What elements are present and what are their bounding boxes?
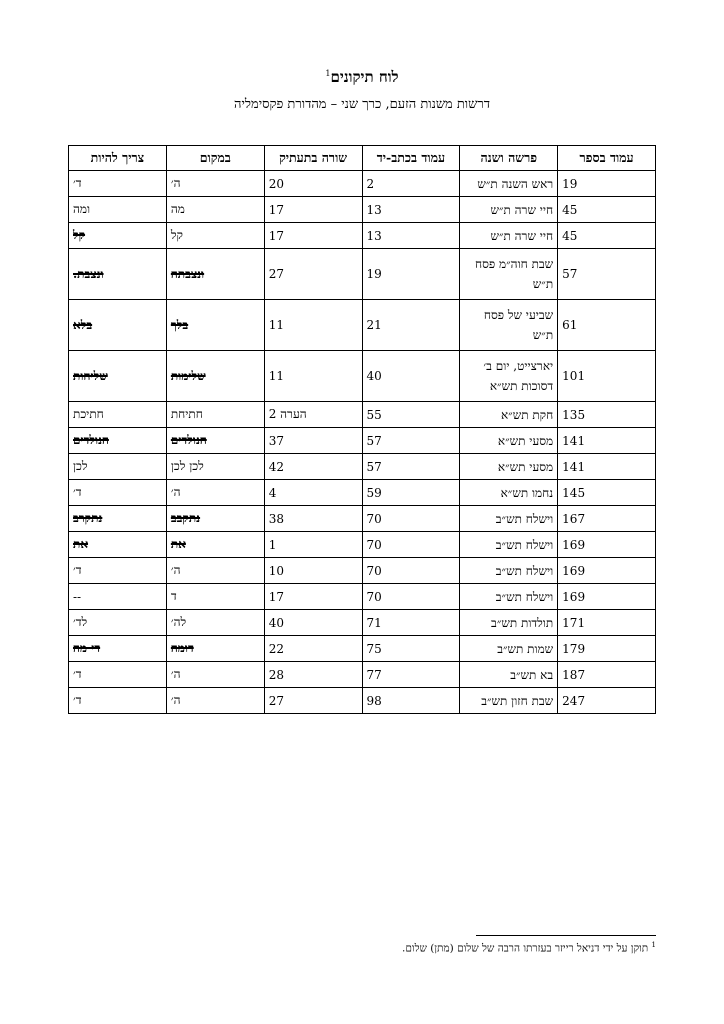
table-row (69, 351, 656, 402)
table-row (69, 428, 656, 454)
cell-transcript-line (264, 351, 362, 402)
cell-manuscript-page (362, 223, 460, 249)
cell-instead-of (166, 197, 264, 223)
cell-manuscript-page-text: 59 (366, 485, 382, 500)
cell-book-page-text: 169 (562, 563, 586, 578)
cell-should-be-text: ד׳ (73, 667, 82, 681)
header-transcript-line: שורה בתעתיק (264, 146, 362, 171)
cell-manuscript-page (362, 480, 460, 506)
cell-book-page-text: 45 (562, 202, 578, 217)
cell-should-be (69, 223, 167, 249)
cell-book-page (558, 351, 656, 402)
cell-should-be (69, 428, 167, 454)
cell-should-be-text: חתיכת (73, 407, 104, 421)
cell-parasha-year-text: וישלח תש״ב (495, 589, 554, 604)
table-row (69, 636, 656, 662)
cell-should-be (69, 351, 167, 402)
cell-parasha-year-text: מסעי תש״א (497, 433, 554, 448)
cell-parasha-year (460, 662, 558, 688)
cell-should-be (69, 171, 167, 197)
cell-transcript-line-text: 27 (268, 693, 284, 708)
cell-book-page (558, 300, 656, 351)
cell-parasha-year-text: יארצייט, יום ב׳ דסוכות תש״א (483, 359, 554, 393)
cell-book-page (558, 197, 656, 223)
cell-parasha-year (460, 532, 558, 558)
cell-instead-of-text: שלימות (170, 368, 206, 383)
cell-manuscript-page (362, 506, 460, 532)
cell-transcript-line (264, 506, 362, 532)
cell-transcript-line-text: 27 (268, 267, 284, 281)
cell-should-be-text: די מה (73, 641, 101, 655)
cell-parasha-year-text: חיי שרה ת״ש (490, 228, 554, 243)
cell-manuscript-page (362, 428, 460, 454)
cell-instead-of-text: מה (170, 202, 185, 216)
cell-parasha-year (460, 428, 558, 454)
table-row (69, 300, 656, 351)
cell-instead-of (166, 610, 264, 636)
table-row (69, 688, 656, 714)
cell-parasha-year-text: תולדות תש״ב (491, 615, 554, 630)
cell-manuscript-page (362, 454, 460, 480)
cell-transcript-line-text: 1 (268, 537, 277, 552)
cell-transcript-line (264, 584, 362, 610)
cell-should-be (69, 558, 167, 584)
cell-transcript-line (264, 454, 362, 480)
table-header-row (69, 146, 656, 171)
cell-should-be (69, 688, 167, 714)
cell-should-be-text: בלא (73, 317, 93, 332)
cell-transcript-line (264, 249, 362, 300)
table-row (69, 454, 656, 480)
cell-book-page-text: 101 (562, 369, 586, 383)
cell-book-page-text: 141 (562, 433, 586, 448)
cell-manuscript-page (362, 636, 460, 662)
cell-manuscript-page-text: 70 (366, 511, 382, 526)
cell-instead-of (166, 249, 264, 300)
cell-book-page-text: 167 (562, 511, 586, 526)
cell-should-be-text: נתקרב (73, 511, 103, 525)
cell-transcript-line-text: 20 (268, 176, 284, 191)
cell-should-be-text: לכן (73, 459, 88, 473)
cell-should-be-text: ד׳ (73, 693, 82, 707)
cell-instead-of-text: לכן לכן (170, 459, 204, 473)
cell-should-be (69, 197, 167, 223)
cell-parasha-year-text: ראש השנה ת״ש (477, 176, 554, 191)
cell-instead-of (166, 688, 264, 714)
cell-book-page (558, 428, 656, 454)
cell-should-be-text: ומה (73, 202, 91, 216)
cell-manuscript-page-text: 55 (366, 407, 382, 422)
cell-book-page (558, 506, 656, 532)
cell-should-be (69, 636, 167, 662)
cell-parasha-year-text: וישלח תש״ב (495, 537, 554, 552)
cell-book-page (558, 171, 656, 197)
table-row (69, 584, 656, 610)
cell-parasha-year-text: וישלח תש״ב (495, 511, 554, 526)
cell-parasha-year-text: חיי שרה ת״ש (490, 202, 554, 217)
cell-instead-of (166, 223, 264, 249)
cell-manuscript-page-text: 19 (366, 267, 382, 281)
cell-parasha-year-text: נחמו תש״א (500, 485, 554, 500)
cell-manuscript-page-text: 70 (366, 589, 382, 604)
cell-parasha-year (460, 223, 558, 249)
page-subtitle: דרשות משנות הזעם, כרך שני – מהדורת פקסימליה (234, 97, 490, 112)
table-row (69, 610, 656, 636)
cell-transcript-line-text: 10 (268, 563, 284, 578)
cell-instead-of-text: ה׳ (170, 176, 181, 190)
header-instead-of: במקום (166, 146, 264, 171)
cell-should-be-text: קל (73, 228, 86, 242)
cell-transcript-line-text: 11 (268, 369, 284, 383)
cell-parasha-year (460, 402, 558, 428)
cell-book-page-text: 187 (562, 667, 586, 682)
cell-parasha-year (460, 480, 558, 506)
cell-should-be-text: ד׳ (73, 563, 82, 577)
cell-parasha-year (460, 584, 558, 610)
cell-instead-of-text: ה׳ (170, 693, 181, 707)
cell-parasha-year-text: שבת חזון תש״ב (481, 693, 554, 708)
cell-instead-of-text: ה׳ (170, 667, 181, 681)
cell-book-page-text: 247 (562, 693, 586, 708)
cell-transcript-line-text: 4 (268, 485, 277, 500)
cell-should-be-text: את (73, 537, 89, 551)
cell-should-be-text: -- (73, 589, 82, 604)
cell-transcript-line (264, 636, 362, 662)
cell-book-page-text: 169 (562, 589, 586, 604)
cell-book-page-text: 57 (562, 267, 578, 281)
cell-manuscript-page (362, 300, 460, 351)
cell-transcript-line-text: 17 (268, 228, 284, 243)
cell-should-be (69, 584, 167, 610)
cell-manuscript-page-text: 75 (366, 641, 382, 656)
cell-manuscript-page (362, 171, 460, 197)
cell-manuscript-page-text: 21 (366, 318, 382, 332)
cell-transcript-line-text: 17 (268, 202, 284, 217)
cell-transcript-line (264, 300, 362, 351)
cell-parasha-year (460, 454, 558, 480)
cell-instead-of-text: נתקבב (170, 511, 201, 525)
cell-should-be (69, 662, 167, 688)
cell-book-page (558, 223, 656, 249)
cell-instead-of (166, 300, 264, 351)
cell-transcript-line-text: 11 (268, 318, 284, 332)
cell-instead-of-text: חתיחת (170, 407, 203, 421)
cell-book-page-text: 179 (562, 641, 586, 656)
title-text: לוח תיקונים (330, 68, 399, 86)
cell-instead-of-text: הנולדים (170, 433, 207, 447)
cell-manuscript-page (362, 249, 460, 300)
cell-transcript-line (264, 197, 362, 223)
cell-transcript-line-text: 28 (268, 667, 284, 682)
cell-manuscript-page-text: 57 (366, 433, 382, 448)
cell-transcript-line (264, 558, 362, 584)
cell-manuscript-page-text: 57 (366, 459, 382, 474)
cell-instead-of (166, 662, 264, 688)
cell-manuscript-page (362, 688, 460, 714)
cell-should-be (69, 532, 167, 558)
cell-parasha-year-text: שבת חוה״מ פסח ת״ש (474, 257, 554, 291)
footnote-text: תוקן על ידי דניאל רייזר בעזרתו הרבה של שלום (מתן) שלום. (402, 942, 649, 955)
cell-parasha-year (460, 351, 558, 402)
cell-manuscript-page (362, 610, 460, 636)
page-title (0, 68, 724, 87)
header-manuscript-page: עמוד בכתב-יד (362, 146, 460, 171)
cell-parasha-year-text: וישלח תש״ב (495, 563, 554, 578)
cell-should-be (69, 300, 167, 351)
table-row (69, 662, 656, 688)
cell-book-page (558, 480, 656, 506)
cell-instead-of-text: קל (170, 228, 183, 242)
cell-transcript-line-text: 38 (268, 511, 284, 526)
cell-book-page (558, 636, 656, 662)
cell-book-page (558, 662, 656, 688)
cell-instead-of-text: ד (170, 589, 177, 603)
corrections-table (68, 145, 656, 714)
cell-instead-of (166, 454, 264, 480)
cell-manuscript-page (362, 351, 460, 402)
cell-parasha-year (460, 300, 558, 351)
cell-book-page-text: 171 (562, 615, 586, 630)
cell-instead-of-text: ה׳ (170, 563, 181, 577)
cell-manuscript-page (362, 662, 460, 688)
cell-book-page (558, 402, 656, 428)
cell-should-be-text: ד׳ (73, 485, 82, 499)
cell-transcript-line (264, 480, 362, 506)
cell-manuscript-page-text: 70 (366, 563, 382, 578)
table-row (69, 223, 656, 249)
cell-transcript-line (264, 688, 362, 714)
cell-transcript-line (264, 532, 362, 558)
cell-book-page-text: 169 (562, 537, 586, 552)
cell-instead-of (166, 480, 264, 506)
cell-parasha-year-text: בא תש״ב (510, 667, 554, 682)
cell-book-page (558, 584, 656, 610)
cell-transcript-line (264, 610, 362, 636)
cell-book-page (558, 558, 656, 584)
title-footnote-mark: 1 (325, 69, 331, 78)
cell-parasha-year (460, 636, 558, 662)
cell-should-be-text: לד׳ (73, 615, 88, 629)
cell-instead-of (166, 428, 264, 454)
cell-should-be (69, 610, 167, 636)
cell-instead-of (166, 532, 264, 558)
cell-manuscript-page-text: 13 (366, 202, 382, 217)
cell-transcript-line-text: 42 (268, 459, 284, 474)
footnote-divider (476, 935, 656, 936)
cell-parasha-year (460, 558, 558, 584)
cell-manuscript-page (362, 584, 460, 610)
cell-parasha-year (460, 506, 558, 532)
cell-book-page-text: 45 (562, 228, 578, 243)
cell-instead-of (166, 636, 264, 662)
cell-book-page-text: 141 (562, 459, 586, 474)
cell-instead-of (166, 506, 264, 532)
cell-instead-of (166, 171, 264, 197)
table-row (69, 171, 656, 197)
cell-should-be-text: הנולדים (73, 433, 109, 447)
cell-instead-of (166, 558, 264, 584)
cell-manuscript-page-text: 40 (366, 369, 382, 383)
cell-manuscript-page-text: 13 (366, 228, 382, 243)
table-row (69, 249, 656, 300)
header-parasha-year: פרשה ושנה (460, 146, 558, 171)
cell-parasha-year (460, 610, 558, 636)
cell-transcript-line-text: 22 (268, 641, 284, 656)
footnote (402, 941, 656, 955)
table-row (69, 480, 656, 506)
table-row (69, 532, 656, 558)
cell-parasha-year-text: שביעי של פסח ת״ש (483, 308, 554, 342)
cell-should-be-text: ד׳ (73, 176, 82, 190)
cell-transcript-line (264, 402, 362, 428)
cell-instead-of-text: ה׳ (170, 485, 181, 499)
cell-book-page (558, 454, 656, 480)
cell-manuscript-page (362, 532, 460, 558)
cell-instead-of (166, 351, 264, 402)
cell-instead-of-text: דומה (170, 641, 194, 655)
cell-transcript-line (264, 662, 362, 688)
cell-manuscript-page (362, 197, 460, 223)
cell-parasha-year (460, 171, 558, 197)
table-row (69, 558, 656, 584)
cell-book-page-text: 135 (562, 407, 586, 422)
cell-should-be (69, 480, 167, 506)
cell-manuscript-page-text: 77 (366, 667, 382, 682)
cell-book-page-text: 145 (562, 485, 586, 500)
table-row (69, 402, 656, 428)
cell-manuscript-page (362, 558, 460, 584)
cell-parasha-year-text: מסעי תש״א (497, 459, 554, 474)
cell-should-be (69, 454, 167, 480)
cell-instead-of (166, 402, 264, 428)
cell-parasha-year-text: חקת תש״א (500, 407, 554, 422)
table-row (69, 197, 656, 223)
cell-manuscript-page-text: 71 (366, 615, 382, 630)
cell-instead-of-text: לה׳ (170, 615, 187, 629)
cell-transcript-line-text: 37 (268, 433, 284, 448)
cell-book-page (558, 532, 656, 558)
header-book-page: עמוד בספר (558, 146, 656, 171)
cell-manuscript-page-text: 98 (366, 693, 382, 708)
cell-parasha-year (460, 197, 558, 223)
cell-book-page-text: 61 (562, 318, 578, 332)
cell-instead-of-text: בלך (170, 317, 189, 332)
cell-book-page (558, 688, 656, 714)
cell-transcript-line (264, 428, 362, 454)
cell-should-be (69, 249, 167, 300)
cell-manuscript-page-text: 70 (366, 537, 382, 552)
cell-transcript-line (264, 171, 362, 197)
cell-should-be-text: ונצבת. (73, 266, 104, 281)
cell-book-page (558, 610, 656, 636)
table-row (69, 506, 656, 532)
cell-instead-of-text: ונצבתה (170, 266, 205, 281)
footnote-mark: 1 (651, 941, 656, 949)
cell-manuscript-page-text: 2 (366, 176, 375, 191)
cell-transcript-line-text: 17 (268, 589, 284, 604)
cell-parasha-year-text: שמות תש״ב (497, 641, 554, 656)
cell-should-be-text: שליחות (73, 368, 108, 383)
cell-book-page-text: 19 (562, 176, 578, 191)
cell-parasha-year (460, 249, 558, 300)
cell-instead-of (166, 584, 264, 610)
cell-book-page (558, 249, 656, 300)
cell-transcript-line-text: הערה 2 (268, 407, 307, 421)
cell-parasha-year (460, 688, 558, 714)
cell-transcript-line (264, 223, 362, 249)
cell-instead-of-text: את (170, 537, 186, 551)
header-should-be: צריך להיות (69, 146, 167, 171)
cell-should-be (69, 402, 167, 428)
table-body (69, 171, 656, 714)
cell-manuscript-page (362, 402, 460, 428)
cell-should-be (69, 506, 167, 532)
cell-transcript-line-text: 40 (268, 615, 284, 630)
